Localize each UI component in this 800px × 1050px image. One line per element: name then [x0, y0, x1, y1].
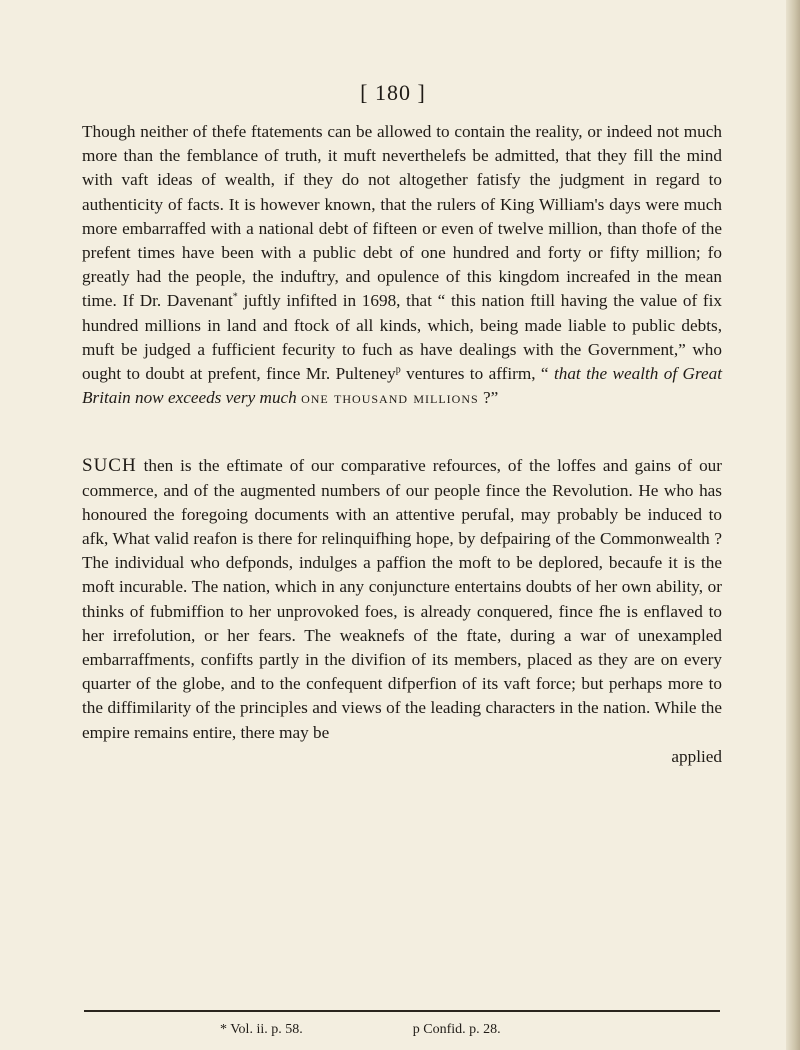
p1-italic-quote: that the wealth of Great Britain now exceeds very much	[82, 364, 723, 408]
p1-text-c: ventures to affirm, “	[400, 364, 554, 384]
footnotes	[220, 1022, 720, 1038]
page-number: [ 180 ]	[360, 80, 426, 105]
footnote-marker-star: *	[232, 291, 238, 303]
p2-text: then is the eftimate of our comparative refources, of the loffes and gains of our commerce, and of the augmented numbers of our people fince the Revolution. He who has honoured the foregoing documents with an attentive perufal, may probably be induced to afk, What valid reafon is there for relinquifhing hope, by defpairing of the Commonwealth ? The individual who defponds, indulges a paffion the moft to be deplored, becaufe it is the moft incurable. The nation, which in any conjuncture entertains doubts of her own ability, or thinks of fubmiffion to her unprovoked foes, is already conquered, fince fhe is enflaved to her irrefolution, or her fears. The weaknefs of the ftate, during a war of unexampled embarraffments, confifts partly in the divifion of its members, placed as they are on every quarter of the globe, and to the confequent difperfion of its vaft force; but perhaps more to the diffimilarity of the principles and views of the leading characters in the nation. While the empire remains entire, there may be	[82, 456, 722, 742]
body-text	[82, 120, 722, 769]
footnote-rule	[84, 1010, 720, 1012]
catchword: applied	[671, 746, 722, 766]
footnote-2: p Confid. p. 28.	[412, 1022, 501, 1037]
p1-text-b: juftly infifted in 1698, that “ this nation ftill having the value of fix hundred millions in land and ftock of all kinds, which, being made liable to public debts, muft be judged a fufficient fecurity to fuch as have dealings with the Government,” who ought to doubt at prefent, fince Mr. Pulteney	[82, 291, 722, 384]
p1-text-a: Though neither of thefe ftatements can be allowed to contain the reality, or indeed not much more than the femblance of truth, it muft neverthelefs be admitted, that they fill the mind with vaft ideas of wealth, if they do not altogether fatisfy the judgment in regard to authenticity of facts. It is however known, that the rulers of King William's days were much more embarraffed with a national debt of fifteen or even of twelve million, than thofe of the prefent times have been with a public debt of one hundred and forty or fifty million; fo greatly had the people, the induftry, and opulence of this kingdom increafed in the mean time. If Dr. Davenant	[82, 122, 722, 311]
footnote-1: * Vol. ii. p. 58.	[220, 1022, 303, 1037]
paragraph-1	[82, 120, 722, 410]
p1-smallcaps: one thousand millions	[301, 388, 479, 408]
footnote-marker-p: p	[395, 364, 401, 376]
paragraph-2	[82, 454, 722, 744]
p1-text-d: ?”	[478, 388, 499, 408]
page-edge	[786, 0, 800, 1050]
p2-lead-word: SUCH	[82, 455, 137, 477]
